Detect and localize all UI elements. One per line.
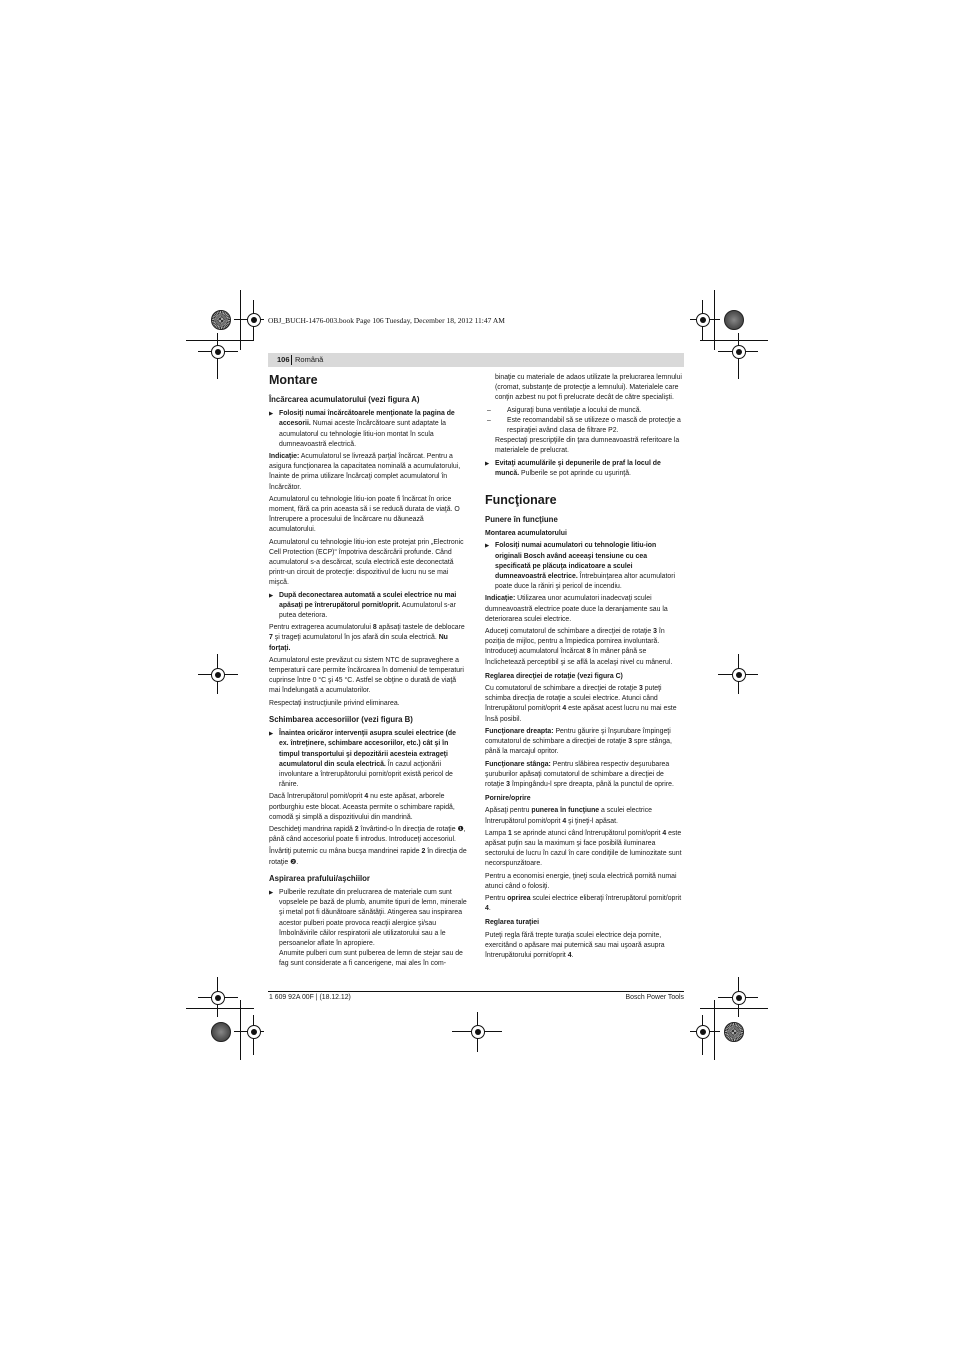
paragraph: binaţie cu materiale de adaos utilizate la prelucrarea lemnului (cromat, substanţe de protecţie a lemnului). Materialele care conţin azbest nu pot fi prelucrate decât de către specialişti. — [495, 374, 682, 402]
registration-target-icon — [211, 991, 225, 1005]
section-title-montare: Montare — [269, 373, 318, 387]
color-dial-icon — [211, 1022, 231, 1042]
warning-bullet: ▶ Folosiţi numai încărcătoarele menţionate la pagina de accesorii. Numai aceste încărcătoare sunt adaptate la acumulatorul cu tehnologie litiu-ion montat în scula dumneavoastră electrică. — [269, 409, 467, 450]
heading-start: Punere în funcţiune — [485, 515, 558, 525]
page-language: Română — [295, 355, 324, 364]
warning-bullet: ▶ Înaintea oricăror intervenţii asupra sculei electrice (de ex. întreţinere, schimbare accesoriilor, etc.) cât şi în timpul transportului şi depozitării acesteia extrageţi acumulatorul din scula electrică. În cazul acţionării involuntare a întrerupătorului pornit/oprit există pericol de rănire. — [269, 729, 467, 790]
registration-target-icon — [211, 668, 225, 682]
registration-target-icon — [471, 1025, 485, 1039]
color-dial-icon — [211, 310, 231, 330]
paragraph: Pentru oprirea sculei electrice eliberaţi întrerupătorul pornit/oprit 4. — [485, 894, 682, 913]
paragraph: Învârtiţi puternic cu mâna bucşa mandrinei rapide 2 în direcţia de rotaţie ❷. — [269, 848, 467, 866]
registration-target-icon — [696, 1025, 710, 1039]
heading-on-off: Pornire/oprire — [485, 795, 531, 803]
section-title-functionare: Funcţionare — [485, 493, 557, 508]
paragraph: Puteţi regla fără trepte turaţia sculei electrice deja pornite, exercitând o apăsare mai puternică sau mai uşoară asupra întrerupătorului pornit/oprit 4. — [485, 931, 665, 959]
paragraph: Acumulatorul este prevăzut cu sistem NTC de supraveghere a temperaturii care permite încărcarea în domeniul de temperaturi cuprinse între 0 °C şi 45 °C. Astfel se obţine o durată de viaţă mai îndelungată a acumulatorilor. — [269, 656, 464, 695]
registration-target-icon — [247, 1025, 261, 1039]
heading-dust: Aspirarea prafului/aşchiilor — [269, 873, 370, 883]
paragraph: Anumite pulberi cum sunt pulberea de lemn de stejar sau de fag sunt considerate a fi cancerigene, mai ales în com- — [279, 950, 463, 968]
footer-rule — [268, 991, 684, 992]
paragraph: Acumulatorul cu tehnologie litiu-ion poate fi încărcat în orice moment, fără ca prin aceasta să i se reducă durata de viaţă. O întrerupere a procesului de încărcare nu dăunează acumulatorului. — [269, 495, 460, 534]
heading-accessories: Schimbarea accesoriilor (vezi figura B) — [269, 714, 413, 724]
heading-direction: Reglarea direcţiei de rotaţie (vezi figura C) — [485, 672, 623, 680]
paragraph: Lampa 1 se aprinde atunci când întrerupătorul pornit/oprit 4 este apăsat puţin sau la maximum şi face posibilă iluminarea sectorului de lucru în cazul în care condiţiile de luminozitate sunt necorspunzătoare. — [485, 829, 682, 868]
warning-bullet: ▶ După deconectarea automată a sculei electrice nu mai apăsaţi pe întrerupătorul pornit/oprit. Acumulatorul s-ar putea deteriora. — [269, 591, 467, 622]
registration-target-icon — [211, 345, 225, 359]
warning-bullet: ▶ Pulberile rezultate din prelucrarea de materiale cum sunt vopselele pe bază de plumb, anumite tipuri de lemn, minerale şi metal pot fi dăunătoare sănătăţii. Atingerea sau inspirarea acestor pulberi poate provoca reacţii alergice şi/sau îmbolnăvirile căilor respiratorii ale utilizatorului sau a le persoanelor aflate în apropiere. — [269, 888, 467, 949]
registration-target-icon — [696, 313, 710, 327]
heading-charging: Încărcarea acumulatorului (vezi figura A) — [269, 395, 420, 404]
registration-target-icon — [732, 991, 746, 1005]
registration-target-icon — [247, 313, 261, 327]
paragraph: Pentru a economisi energie, ţineţi scula electrică pornită numai atunci când o folosiţi. — [485, 872, 677, 890]
paragraph: Acumulatorul cu tehnologie litiu-ion este protejat prin „Electronic Cell Protection (ECP)“ împotriva descărcării profunde. Când acumulatorul s-a descărcat, scula electrică este deconectată printr-un circuit de protecţie: dispozitivul de lucru nu se mai mişcă. — [269, 538, 464, 587]
paragraph: Dacă întrerupătorul pornit/oprit 4 nu este apăsat, arborele portburghiu este blocat. Aceasta permite o schimbare rapidă, comodă şi simplă a dispozitivului din mandrină. — [269, 793, 455, 821]
footer-brand: Bosch Power Tools — [625, 994, 684, 1001]
heading-mount-battery: Montarea acumulatorului — [485, 530, 567, 538]
page-number: 106 — [277, 355, 290, 364]
paragraph: Funcţionare stânga: Pentru slăbirea respectiv deşurubarea şuruburilor apăsaţi comutatorul de schimbare a direcţiei de rotaţie 3 împingându-l spre dreapta, până la punctul de oprire. — [485, 760, 674, 788]
header-separator — [291, 355, 292, 365]
registration-target-icon — [732, 345, 746, 359]
warning-bullet: ▶ Folosiţi numai acumulatori cu tehnologie litiu-ion originali Bosch având aceeaşi tensiune cu cea specificată pe plăcuţa indicatoare a sculei dumneavoastră electrice. Întrebuinţarea altor acumulatori poate duce la răniri şi pericol de incendiu. — [485, 541, 683, 592]
paragraph: Aduceţi comutatorul de schimbare a direcţiei de rotaţie 3 în poziţia de mijloc, pentru a împiedica pornirea involuntară. Introduceţi acumulatorul încărcat 8 în mâner până se înclichetează perceptibil şi se află la acelaşi nivel cu mânerul. — [485, 628, 673, 666]
paragraph: Deschideţi mandrina rapidă 2 învârtind-o în direcţia de rotaţie ❶, până când accesoriul poate fi introdus. Introduceţi accesoriul. — [269, 825, 466, 844]
right-column — [485, 373, 683, 963]
dash-item: – Este recomandabil să se utilizeze o mască de protecţie a respiraţiei având clasa de filtrare P2. — [485, 416, 683, 436]
paragraph: Respectaţi instrucţiunile privind eliminarea. — [269, 699, 400, 707]
paragraph: Funcţionare dreapta: Pentru găurire şi înşurubare împingeţi comutatorul de schimbare a direcţiei de rotaţie 3 spre stânga, până la marcajul opritor. — [485, 727, 672, 756]
heading-speed: Reglarea turaţiei — [485, 919, 539, 927]
page-header-bar — [268, 353, 684, 367]
file-header: OBJ_BUCH-1476-003.book Page 106 Tuesday, December 18, 2012 11:47 AM — [268, 316, 505, 325]
footer-doc-id: 1 609 92A 00F | (18.12.12) — [269, 994, 351, 1001]
warning-bullet: ▶ Evitaţi acumulările şi depunerile de praf la locul de muncă. Pulberile se pot aprinde cu uşurinţă. — [485, 459, 683, 479]
color-dial-icon — [724, 1022, 744, 1042]
paragraph: Pentru extragerea acumulatorului 8 apăsaţi tastele de deblocare 7 şi trageţi acumulatorul în jos afară din scula electrică. Nu forţaţi. — [269, 624, 465, 652]
paragraph: Respectaţi prescripţiile din ţara dumneavoastră referitoare la materialele de prelucrat. — [495, 437, 680, 455]
left-column — [269, 373, 467, 972]
dash-item: – Asiguraţi buna ventilaţie a locului de muncă. — [485, 406, 683, 416]
note-paragraph: Indicaţie: Utilizarea unor acumulatori inadecvaţi sculei dumneavoastră electrice poate duce la deranjamente sau la deteriorarea sculei electrice. — [485, 595, 668, 623]
paragraph: Cu comutatorul de schimbare a direcţiei de rotaţie 3 puteţi schimba direcţia de rotaţie a sculei electrice. Atunci când întrerupătorul pornit/oprit 4 este apăsat acest lucru nu mai este însă posibil. — [485, 685, 677, 723]
note-paragraph: Indicaţie: Acumulatorul se livrează parţial încărcat. Pentru a asigura funcţionarea la capacitatea nominală a acumulatorului, înainte de prima utilizare încărcaţi complet acumulatorul în încărcător. — [269, 453, 461, 491]
color-dial-icon — [724, 310, 744, 330]
registration-target-icon — [732, 668, 746, 682]
paragraph: Apăsaţi pentru punerea în funcţiune a sculei electrice întrerupătorul pornit/oprit 4 şi ţineţi-l apăsat. — [485, 807, 652, 825]
